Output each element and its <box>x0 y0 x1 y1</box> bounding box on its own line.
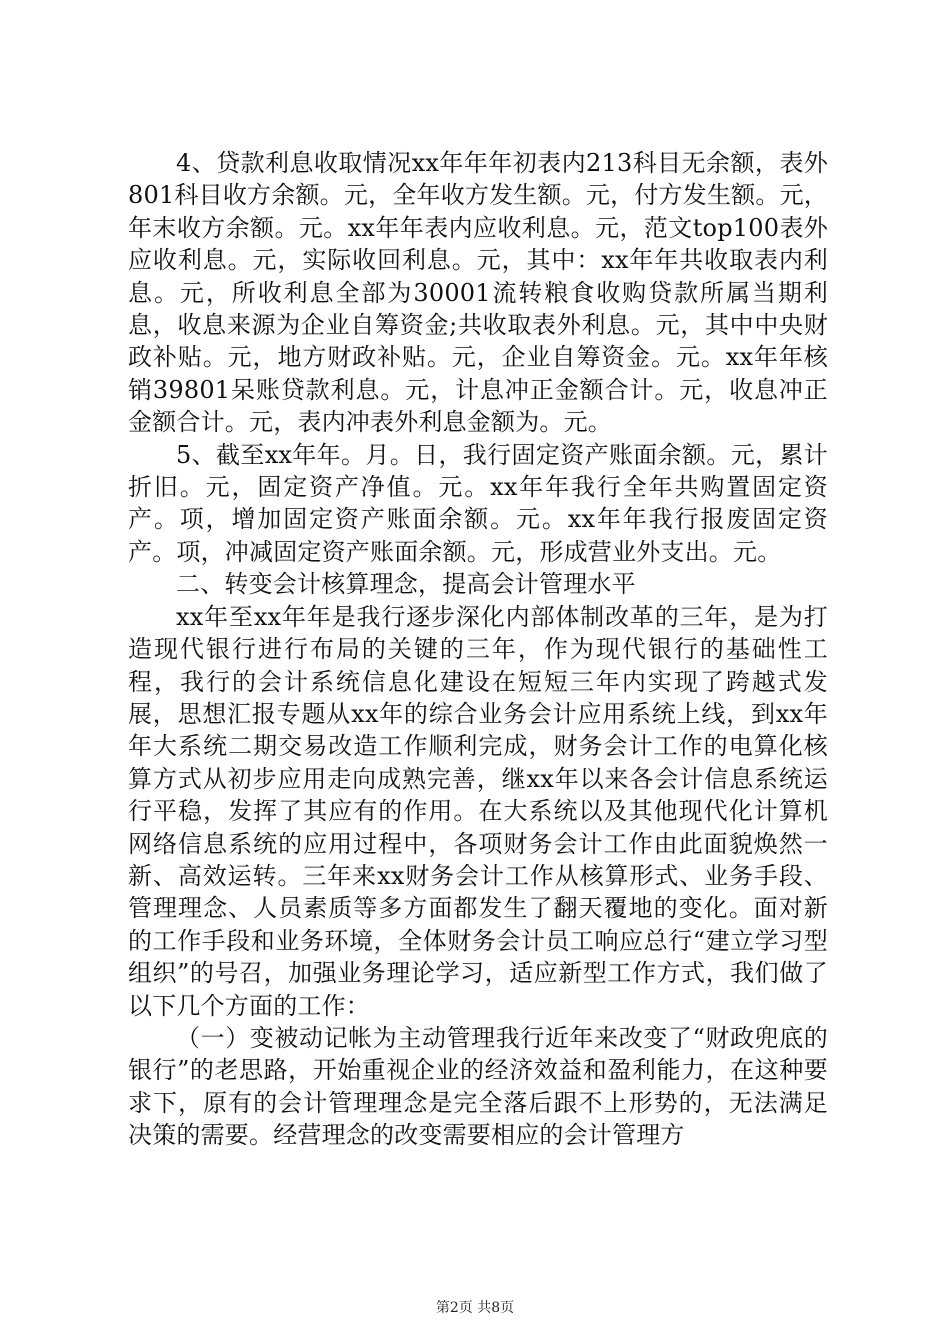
section-heading: 二、转变会计核算理念，提高会计管理水平 <box>176 570 636 599</box>
paragraph-active-management: （一）变被动记帐为主动管理我行近年来改变了“财政兜底的银行”的老思路，开始重视企业的经济效益和盈利能力，在这种要求下，原有的会计管理理念是完全落后跟不上形势的，无法满足决策的需要。经营理念的改变需要相应的会计管理方 <box>128 1023 828 1150</box>
paragraph-accounting-reform: xx年至xx年年是我行逐步深化内部体制改革的三年，是为打造现代银行进行布局的关键的三年，作为现代银行的基础性工程，我行的会计系统信息化建设在短短三年内实现了跨越式发展，思想汇报专题从xx年的综合业务会计应用系统上线，到xx年年大系统二期交易改造工作顺利完成，财务会计工作的电算化核算方式从初步应用走向成熟完善，继xx年以来各会计信息系统运行平稳，发挥了其应有的作用。在大系统以及其他现代化计算机网络信息系统的应用过程中，各项财务会计工作由此面貌焕然一新、高效运转。三年来xx财务会计工作从核算形式、业务手段、管理理念、人员素质等多方面都发生了翻天覆地的变化。面对新的工作手段和业务环境，全体财务会计员工响应总行“建立学习型组织”的号召，加强业务理论学习，适应新型工作方式，我们做了以下几个方面的工作： <box>128 602 828 1020</box>
paragraph-loan-interest: 4、贷款利息收取情况xx年年年初表内213科目无余额，表外801科目收方余额。元，全年收方发生额。元，付方发生额。元，年末收方余额。元。xx年年表内应收利息。元，范文top100表外应收利息。元，实际收回利息。元，其中：xx年年共收取表内利息。元，所收利息全部为30001流转粮食收购贷款所属当期利息，收息来源为企业自筹资金;共收取表外利息。元，其中中央财政补贴。元，地方财政补贴。元，企业自筹资金。元。xx年年核销39801呆账贷款利息。元，计息冲正金额合计。元，收息冲正金额合计。元，表内冲表外利息金额为。元。 <box>128 149 828 437</box>
document-body <box>128 147 828 1152</box>
paragraph-fixed-assets: 5、截至xx年年。月。日，我行固定资产账面余额。元，累计折旧。元，固定资产净值。元。xx年年我行全年共购置固定资产。项，增加固定资产账面余额。元。xx年年我行报废固定资产。项，冲减固定资产账面余额。元，形成营业外支出。元。 <box>128 440 828 566</box>
page-footer: 第2页 共8页 <box>435 1300 515 1316</box>
